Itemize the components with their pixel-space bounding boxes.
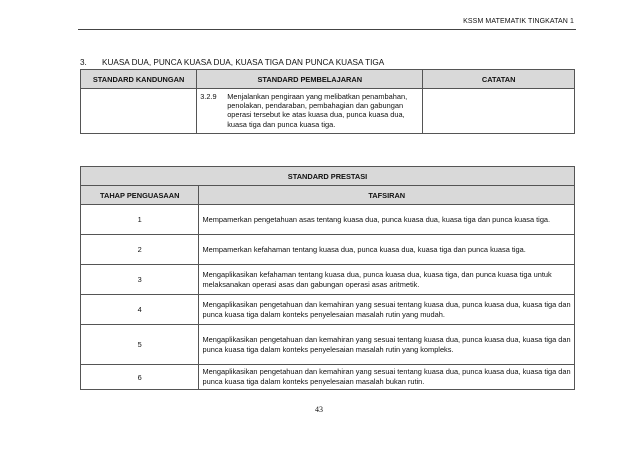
description-cell: Mengaplikasikan pengetahuan dan kemahiran yang sesuai tentang kuasa dua, punca kuasa dua, kuasa tiga dan punca kuasa tiga dalam konteks penyelesaian masalah rutin yang mudah. [199, 295, 575, 325]
header-standard-kandungan: STANDARD KANDUNGAN [81, 70, 197, 89]
level-cell: 2 [81, 235, 199, 265]
section-number: 3. [80, 58, 87, 67]
header-standard-pembelajaran: STANDARD PEMBELAJARAN [197, 70, 423, 89]
level-cell: 1 [81, 205, 199, 235]
table-row [81, 295, 575, 325]
table-row [81, 325, 575, 365]
description-cell: Mengaplikasikan pengetahuan dan kemahiran yang sesuai tentang kuasa dua, punca kuasa dua, kuasa tiga dan punca kuasa tiga dalam konteks penyelesaian masalah bukan rutin. [199, 365, 575, 390]
section-title: KUASA DUA, PUNCA KUASA DUA, KUASA TIGA DAN PUNCA KUASA TIGA [102, 58, 385, 67]
learning-standard-text: Menjalankan pengiraan yang melibatkan penambahan, penolakan, pendaraban, pembahagian dan gabungan operasi tersebut ke atas kuasa dua, punca kuasa dua, kuasa tiga dan punca kuasa tiga. [227, 92, 408, 129]
curriculum-standards-table [80, 69, 575, 134]
level-cell: 3 [81, 265, 199, 295]
header-tafsiran: TAFSIRAN [199, 186, 575, 205]
header-rule [78, 29, 576, 30]
page-number: 43 [315, 405, 323, 414]
description-cell: Mengaplikasikan kefahaman tentang kuasa dua, punca kuasa dua, kuasa tiga, dan punca kuasa tiga untuk melaksanakan operasi asas dan gabungan operasi asas aritmetik. [199, 265, 575, 295]
cell-catatan [423, 89, 575, 134]
cell-pembelajaran [197, 89, 423, 134]
table-row [81, 235, 575, 265]
header-tahap-penguasaan: TAHAP PENGUASAAN [81, 186, 199, 205]
level-cell: 4 [81, 295, 199, 325]
section-heading [80, 58, 384, 67]
running-header: KSSM MATEMATIK TINGKATAN 1 [463, 18, 574, 25]
level-cell: 6 [81, 365, 199, 390]
level-cell: 5 [81, 325, 199, 365]
table-row [81, 365, 575, 390]
performance-table-title: STANDARD PRESTASI [81, 167, 575, 186]
table-row [81, 205, 575, 235]
performance-standards-table [80, 166, 575, 390]
cell-kandungan [81, 89, 197, 134]
table-row [81, 265, 575, 295]
description-cell: Mempamerkan pengetahuan asas tentang kuasa dua, punca kuasa dua, kuasa tiga dan punca kuasa tiga. [199, 205, 575, 235]
description-cell: Mempamerkan kefahaman tentang kuasa dua, punca kuasa dua, kuasa tiga dan punca kuasa tiga. [199, 235, 575, 265]
header-catatan: CATATAN [423, 70, 575, 89]
learning-standard-code: 3.2.9 [200, 92, 217, 101]
description-cell: Mengaplikasikan pengetahuan dan kemahiran yang sesuai tentang kuasa dua, punca kuasa dua, kuasa tiga dan punca kuasa tiga dalam konteks penyelesaian masalah rutin yang kompleks. [199, 325, 575, 365]
